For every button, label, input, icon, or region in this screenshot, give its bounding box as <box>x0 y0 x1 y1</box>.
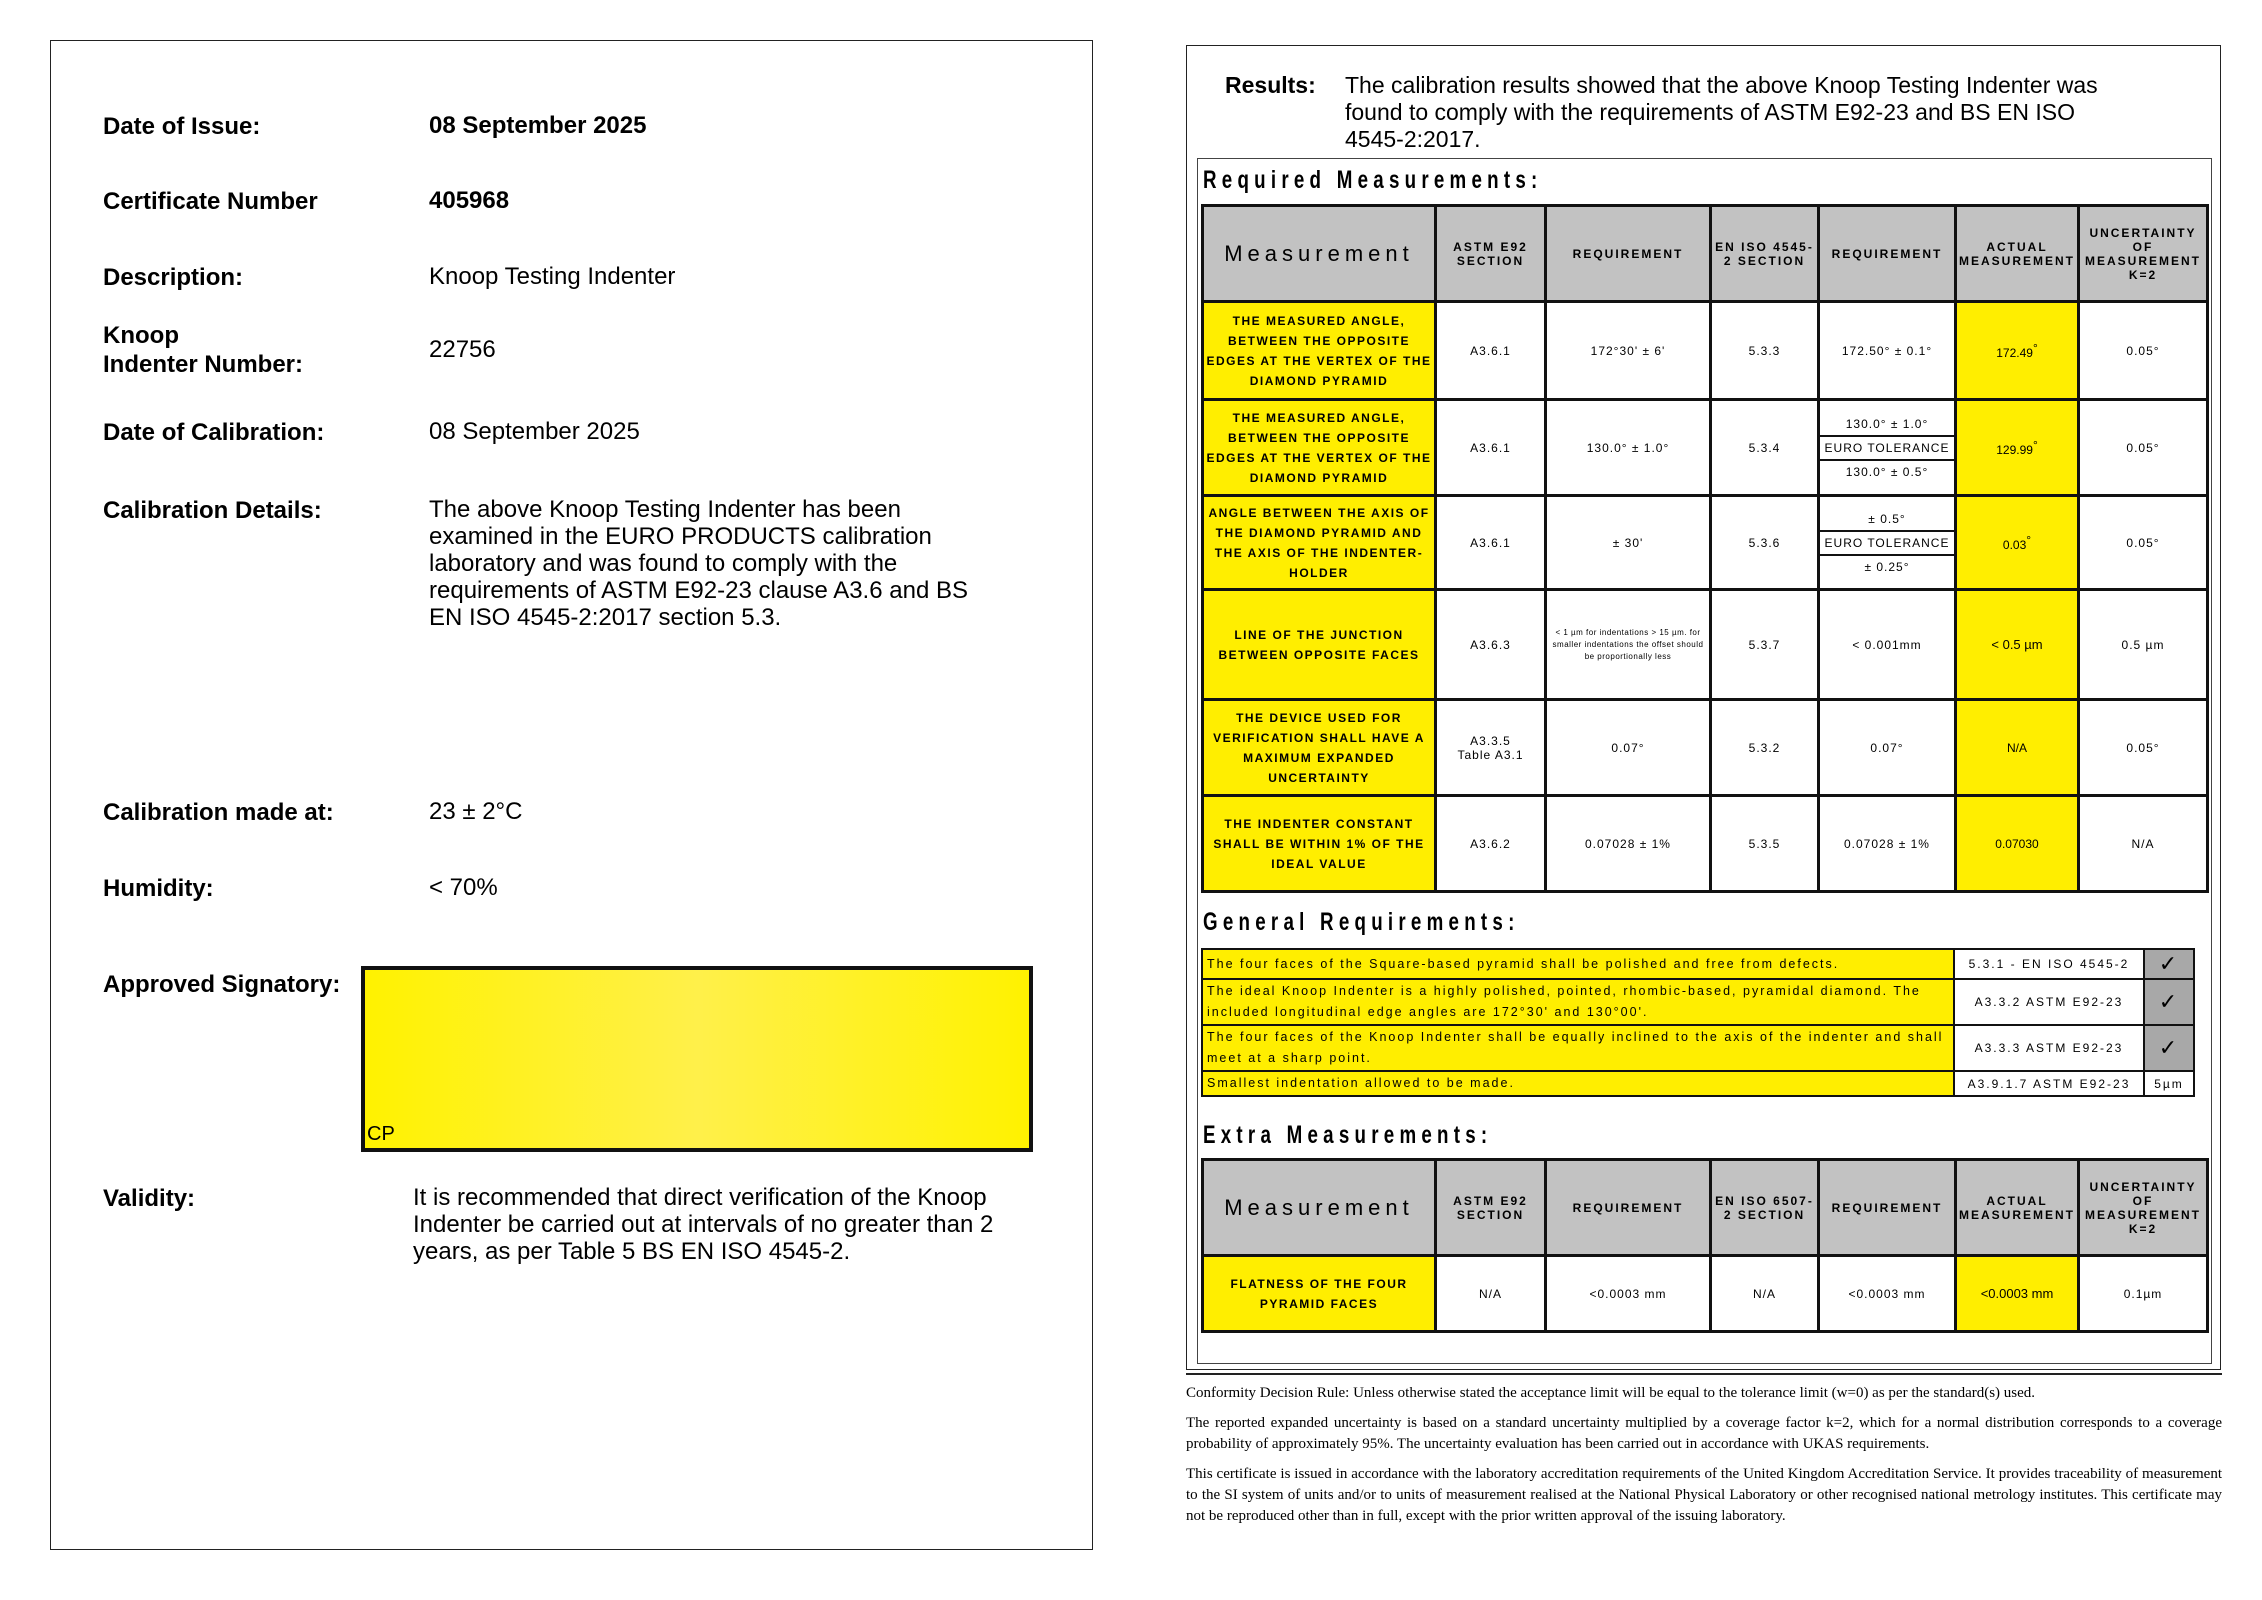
row4-astm: A3.6.3 <box>1436 590 1546 700</box>
general-req-1-text: The four faces of the Square-based pyramid shall be polished and free from defects. <box>1202 949 1954 979</box>
extra-header-astm-section: ASTM E92 SECTION <box>1436 1160 1546 1256</box>
certificate-number-value: 405968 <box>429 187 510 214</box>
row6-uncertainty: N/A <box>2079 796 2208 892</box>
indenter-number-label <box>103 321 373 379</box>
general-req-3-ref: A3.3.3 ASTM E92-23 <box>1954 1025 2144 1071</box>
row6-measurement: THE INDENTER CONSTANT SHALL BE WITHIN 1% OF THE IDEAL VALUE <box>1203 796 1436 892</box>
table-row <box>1203 496 2208 590</box>
header-actual: ACTUAL MEASUREMENT <box>1956 206 2079 302</box>
row2-iso: 5.3.4 <box>1711 400 1819 496</box>
row1-actual-value: 172.49 <box>1996 346 2033 360</box>
row6-astm: A3.6.2 <box>1436 796 1546 892</box>
extra-requirement: <0.0003 mm <box>1546 1256 1711 1332</box>
uncertainty-statement: The reported expanded uncertainty is based on a standard uncertainty multiplied by a coverage factor k=2, which for a normal distribution corresponds to a coverage probability of approximately 95%. The uncertainty evaluation has been carried out in accordance with UKAS requirements. <box>1186 1415 2222 1452</box>
row2-astm: A3.6.1 <box>1436 400 1546 496</box>
row2-measurement: THE MEASURED ANGLE, BETWEEN THE OPPOSITE EDGES AT THE VERTEX OF THE DIAMOND PYRAMID <box>1203 400 1436 496</box>
table-row <box>1203 700 2208 796</box>
row2-req2-label: EURO TOLERANCE <box>1820 437 1954 461</box>
row1-requirement-2: 172.50° ± 0.1° <box>1819 302 1956 400</box>
row6-iso: 5.3.5 <box>1711 796 1819 892</box>
calibration-details-label: Calibration Details: <box>103 497 322 524</box>
table-row <box>1203 1256 2208 1332</box>
table-row <box>1202 949 2194 979</box>
validity-label: Validity: <box>103 1185 196 1212</box>
row3-actual <box>1956 496 2079 590</box>
extra-header-actual: ACTUAL MEASUREMENT <box>1956 1160 2079 1256</box>
table-header-row <box>1203 1160 2208 1256</box>
general-req-2-ref: A3.3.2 ASTM E92-23 <box>1954 979 2144 1025</box>
required-measurements-table <box>1201 204 2209 893</box>
row4-iso: 5.3.7 <box>1711 590 1819 700</box>
row4-actual: < 0.5 µm <box>1956 590 2079 700</box>
certificate-number-label: Certificate Number <box>103 188 318 215</box>
row2-req2-euro: 130.0° ± 0.5° <box>1845 464 1929 479</box>
conformity-decision-rule: Conformity Decision Rule: Unless otherwise stated the acceptance limit will be equal to the tolerance limit (w=0) as per the standard(s) used. <box>1186 1385 2036 1401</box>
date-of-issue-value: 08 September 2025 <box>429 112 647 139</box>
required-measurements-title: Required Measurements: <box>1203 166 1543 194</box>
certificate-right-page <box>1186 45 2221 1370</box>
extra-actual: <0.0003 mm <box>1956 1256 2079 1332</box>
row3-actual-unit: ° <box>2026 533 2032 547</box>
row5-astm <box>1436 700 1546 796</box>
header-iso-section: EN ISO 4545-2 SECTION <box>1711 206 1819 302</box>
calibration-made-at-label: Calibration made at: <box>103 799 334 826</box>
general-req-3-text: The four faces of the Knoop Indenter shall be equally inclined to the axis of the indenter and shall meet at a sharp point. <box>1202 1025 1954 1071</box>
row5-requirement: 0.07° <box>1546 700 1711 796</box>
extra-header-measurement: Measurement <box>1203 1160 1436 1256</box>
row1-measurement: THE MEASURED ANGLE, BETWEEN THE OPPOSITE EDGES AT THE VERTEX OF THE DIAMOND PYRAMID <box>1203 302 1436 400</box>
row3-req2-primary: ± 0.5° <box>1820 508 1954 532</box>
certificate-footer-notes <box>1186 1373 2222 1536</box>
row3-iso: 5.3.6 <box>1711 496 1819 590</box>
general-requirements-title: General Requirements: <box>1203 908 1520 936</box>
row5-requirement-2: 0.07° <box>1819 700 1956 796</box>
table-row <box>1203 590 2208 700</box>
accreditation-statement: This certificate is issued in accordance with the laboratory accreditation requirements of the United Kingdom Accreditation Service. It provides traceability of measurement to the SI system of units and/or to units of measurement realised at the National Physical Laboratory or other recognised national metrology institutes. This certificate may not be reproduced other than in full, except with the prior written approval of the issuing laboratory. <box>1186 1466 2222 1524</box>
row2-requirement-2 <box>1819 400 1956 496</box>
header-requirement-2: REQUIREMENT <box>1819 206 1956 302</box>
row2-actual <box>1956 400 2079 496</box>
table-row <box>1202 979 2194 1025</box>
description-value: Knoop Testing Indenter <box>429 263 676 290</box>
row6-actual: 0.07030 <box>1956 796 2079 892</box>
row5-astm-section: A3.3.5 <box>1470 733 1511 748</box>
row4-uncertainty: 0.5 µm <box>2079 590 2208 700</box>
extra-header-requirement-2: REQUIREMENT <box>1819 1160 1956 1256</box>
date-of-issue-label: Date of Issue: <box>103 113 261 140</box>
row1-actual <box>1956 302 2079 400</box>
header-measurement: Measurement <box>1203 206 1436 302</box>
calibration-details-value: The above Knoop Testing Indenter has been examined in the EURO PRODUCTS calibration laboratory and was found to comply with the requirements of ASTM E92-23 clause A3.6 and BS EN ISO 4545-2:2017 section 5.3. <box>429 496 968 631</box>
table-row <box>1203 302 2208 400</box>
general-req-1-ref: 5.3.1 - EN ISO 4545-2 <box>1954 949 2144 979</box>
general-req-1-check-icon: ✓ <box>2144 949 2194 979</box>
table-row <box>1203 796 2208 892</box>
row5-iso: 5.3.2 <box>1711 700 1819 796</box>
extra-astm: N/A <box>1436 1256 1546 1332</box>
indenter-number-label-line2: Indenter Number: <box>103 351 304 378</box>
table-row <box>1202 1071 2194 1096</box>
general-req-4-ref: A3.9.1.7 ASTM E92-23 <box>1954 1071 2144 1096</box>
description-label: Description: <box>103 264 244 291</box>
indenter-number-label-line1: Knoop <box>103 322 179 349</box>
row5-uncertainty: 0.05° <box>2079 700 2208 796</box>
extra-header-requirement: REQUIREMENT <box>1546 1160 1711 1256</box>
row2-req2-primary: 130.0° ± 1.0° <box>1820 413 1954 437</box>
approved-signatory-label: Approved Signatory: <box>103 971 341 998</box>
row1-iso: 5.3.3 <box>1711 302 1819 400</box>
general-requirements-table <box>1201 948 2195 1097</box>
table-row <box>1202 1025 2194 1071</box>
row5-measurement: THE DEVICE USED FOR VERIFICATION SHALL HAVE A MAXIMUM EXPANDED UNCERTAINTY <box>1203 700 1436 796</box>
row3-req2-euro: ± 0.25° <box>1864 559 1910 574</box>
row3-measurement: ANGLE BETWEEN THE AXIS OF THE DIAMOND PYRAMID AND THE AXIS OF THE INDENTER-HOLDER <box>1203 496 1436 590</box>
row5-astm-table: Table A3.1 <box>1457 747 1524 762</box>
row2-uncertainty: 0.05° <box>2079 400 2208 496</box>
indenter-number-value: 22756 <box>429 336 496 363</box>
general-req-4-value: 5µm <box>2144 1071 2194 1096</box>
row3-actual-value: 0.03 <box>2002 538 2027 552</box>
general-req-4-text: Smallest indentation allowed to be made. <box>1202 1071 1954 1096</box>
row3-uncertainty: 0.05° <box>2079 496 2208 590</box>
extra-measurements-title: Extra Measurements: <box>1203 1121 1493 1149</box>
extra-header-iso-section: EN ISO 6507-2 SECTION <box>1711 1160 1819 1256</box>
row2-actual-unit: ° <box>2032 438 2038 452</box>
header-astm-section: ASTM E92 SECTION <box>1436 206 1546 302</box>
row4-requirement-2: < 0.001mm <box>1819 590 1956 700</box>
row6-requirement-2: 0.07028 ± 1% <box>1819 796 1956 892</box>
signatory-initials: CP <box>367 1123 395 1145</box>
results-text: The calibration results showed that the above Knoop Testing Indenter was found to comply with the requirements of ASTM E92-23 and BS EN ISO 4545-2:2017. <box>1345 72 2098 152</box>
extra-header-uncertainty: UNCERTAINTY OF MEASUREMENT K=2 <box>2079 1160 2208 1256</box>
extra-uncertainty: 0.1µm <box>2079 1256 2208 1332</box>
row2-requirement: 130.0° ± 1.0° <box>1546 400 1711 496</box>
validity-value: It is recommended that direct verification of the Knoop Indenter be carried out at intervals of no greater than 2 years, as per Table 5 BS EN ISO 4545-2. <box>413 1184 994 1265</box>
row3-requirement: ± 30' <box>1546 496 1711 590</box>
row3-astm: A3.6.1 <box>1436 496 1546 590</box>
general-req-2-check-icon: ✓ <box>2144 979 2194 1025</box>
header-requirement: REQUIREMENT <box>1546 206 1711 302</box>
row4-measurement: LINE OF THE JUNCTION BETWEEN OPPOSITE FACES <box>1203 590 1436 700</box>
row1-uncertainty: 0.05° <box>2079 302 2208 400</box>
row3-requirement-2 <box>1819 496 1956 590</box>
extra-measurement: FLATNESS OF THE FOUR PYRAMID FACES <box>1203 1256 1436 1332</box>
date-of-calibration-label: Date of Calibration: <box>103 419 325 446</box>
date-of-calibration-value: 08 September 2025 <box>429 418 640 445</box>
footer-divider <box>1186 1373 2222 1375</box>
results-label: Results: <box>1225 72 1316 98</box>
general-req-2-text: The ideal Knoop Indenter is a highly polished, pointed, rhombic-based, pyramidal diamond. The included longitudinal edge angles are 172°30' and 130°00'. <box>1202 979 1954 1025</box>
extra-requirement-2: <0.0003 mm <box>1819 1256 1956 1332</box>
signature-box <box>361 966 1033 1152</box>
row4-requirement: < 1 µm for indentations > 15 µm. for smaller indentations the offset should be proportionally less <box>1546 590 1711 700</box>
row5-actual: N/A <box>1956 700 2079 796</box>
humidity-value: < 70% <box>429 874 498 901</box>
row2-actual-value: 129.99 <box>1996 443 2033 457</box>
extra-measurements-table <box>1201 1158 2209 1333</box>
header-uncertainty: UNCERTAINTY OF MEASUREMENT K=2 <box>2079 206 2208 302</box>
row3-req2-label: EURO TOLERANCE <box>1820 532 1954 556</box>
table-row <box>1203 400 2208 496</box>
row6-requirement: 0.07028 ± 1% <box>1546 796 1711 892</box>
certificate-left-page <box>50 40 1093 1550</box>
extra-iso: N/A <box>1711 1256 1819 1332</box>
row1-requirement: 172°30' ± 6' <box>1546 302 1711 400</box>
table-header-row <box>1203 206 2208 302</box>
general-req-3-check-icon: ✓ <box>2144 1025 2194 1071</box>
row1-actual-unit: ° <box>2032 341 2038 355</box>
humidity-label: Humidity: <box>103 875 214 902</box>
calibration-made-at-value: 23 ± 2°C <box>429 798 523 825</box>
row1-astm: A3.6.1 <box>1436 302 1546 400</box>
